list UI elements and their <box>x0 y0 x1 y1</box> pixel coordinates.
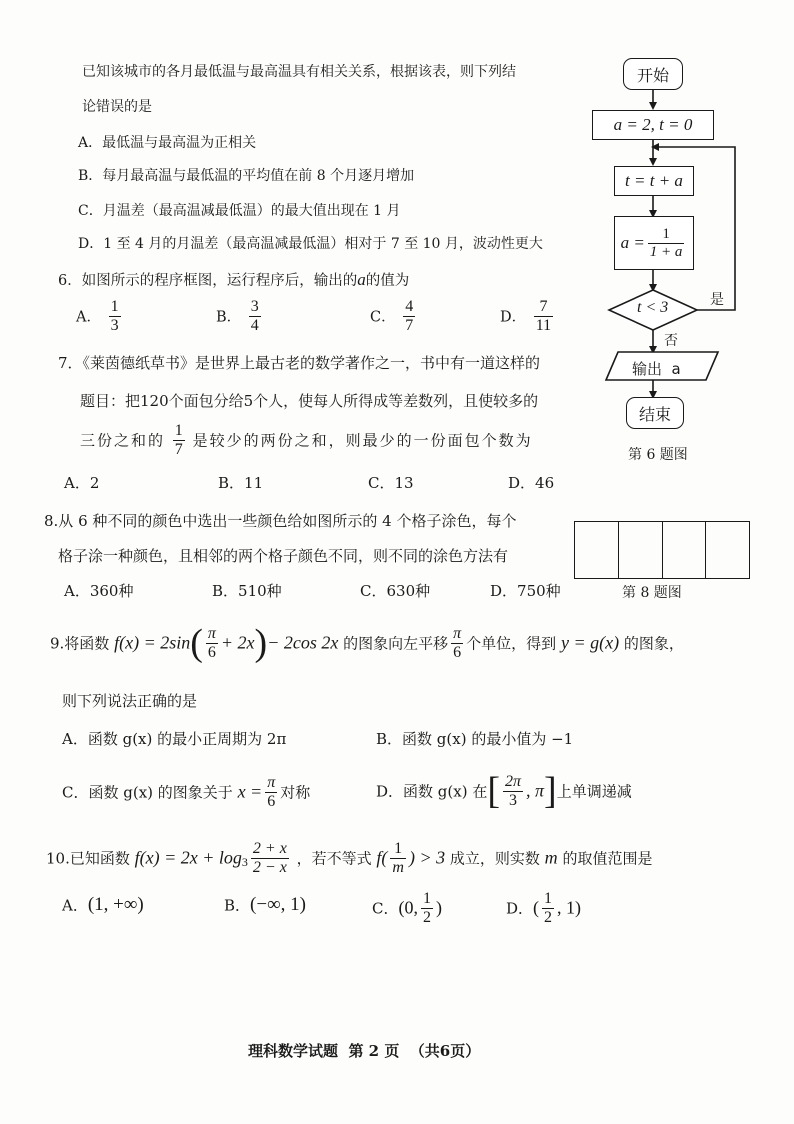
q5-stem-line2: 论错误的是 <box>82 99 152 115</box>
q7-line2: 题目：把120个面包分给5个人，使每人所得成等差数列，且使较多的 <box>80 392 539 410</box>
grid-cell <box>619 522 663 578</box>
right-paren: ) <box>254 622 268 664</box>
fraction: $\frac{2 + x}{2 - x}$ <box>252 840 287 876</box>
q8-figure-caption: 第 8 题图 <box>622 585 682 601</box>
q7-option-b: B．11 <box>218 474 264 492</box>
q9-option-c: C．函数 g(x) 的图象关于 x = $\frac{\pi}{6}$ 对称 <box>62 774 311 810</box>
fraction: $\frac{\pi}{6}$ <box>207 624 216 661</box>
q5-option-b: B．每月最高温与最低温的平均值在前 8 个月逐月增加 <box>78 168 415 184</box>
fraction: $\frac{7}{11}$ <box>535 298 552 334</box>
flowchart-caption: 第 6 题图 <box>628 447 688 463</box>
q5-stem-line1: 已知该城市的各月最低温与最高温具有相关关系，根据该表，则下列结 <box>82 64 516 80</box>
q10-option-b: B．(−∞, 1) <box>224 894 306 915</box>
fraction: $\frac{4}{7}$ <box>405 298 414 334</box>
q8-option-d: D．750种 <box>490 582 561 600</box>
q9-option-d: D．函数 g(x) 在[ $\frac{2\pi}{3}$ , π]上单调递减 <box>376 770 632 812</box>
q6-option-c: C． $\frac{4}{7}$ <box>370 298 414 334</box>
q9-line2: 则下列说法正确的是 <box>62 692 198 710</box>
q6-option-b: B． $\frac{3}{4}$ <box>216 298 259 334</box>
flowchart-step1: t = t + a <box>614 166 694 196</box>
q7-line1: 7．《莱茵德纸草书》是世界上最古老的数学著作之一，书中有一道这样的 <box>58 354 541 372</box>
grid-cell <box>706 522 749 578</box>
fraction: $\frac{\pi}{6}$ <box>267 774 276 810</box>
q6-stem: 6．如图所示的程序框图，运行程序后，输出的a的值为 <box>58 270 410 289</box>
flowchart-no-label: 否 <box>664 333 678 349</box>
q10-option-d: D．( $\frac{1}{2}$ , 1) <box>506 890 582 926</box>
q8-option-c: C．630种 <box>360 582 431 600</box>
page-footer: 理科数学试题 第 2 页 （共6页） <box>248 1042 481 1060</box>
fraction: $\frac{3}{4}$ <box>250 298 259 334</box>
q8-line1: 8.从 6 种不同的颜色中选出一些颜色给如图所示的 4 个格子涂色，每个 <box>44 512 517 530</box>
flowchart-step2: a = $\frac{1}{1 + a}$ <box>614 216 694 270</box>
fraction: $\frac{1}{2}$ <box>544 890 553 926</box>
fraction: $\frac{1}{7}$ <box>174 422 183 458</box>
flowchart-yes-label: 是 <box>710 292 724 308</box>
q9-stem: 9.将函数 f(x) = 2sin( $\frac{\pi}{6}$ + 2x)− 2cos 2x 的图象向左平移 $\frac{\pi}{6}$ 个单位，得到 y = g(x) 的图象， <box>50 622 684 664</box>
flowchart-condition: t < 3 <box>637 299 669 316</box>
q7-option-c: C．13 <box>368 474 414 492</box>
fraction: $\frac{1}{m}$ <box>392 840 404 876</box>
fraction: $\frac{1}{1 + a}$ <box>649 226 683 260</box>
fraction: $\frac{2\pi}{3}$ <box>505 772 522 809</box>
flowchart-start: 开始 <box>623 58 683 90</box>
q5-option-a: A．最低温与最高温为正相关 <box>78 135 257 151</box>
q8-grid-figure <box>574 521 750 579</box>
flowchart-init: a = 2, t = 0 <box>592 110 714 140</box>
q8-line2: 格子涂一种颜色，且相邻的两个格子颜色不同，则不同的涂色方法有 <box>58 547 509 565</box>
grid-cell <box>575 522 619 578</box>
flowchart-end: 结束 <box>626 397 684 429</box>
q10-option-c: C．(0, $\frac{1}{2}$ ) <box>372 890 442 926</box>
grid-cell <box>663 522 707 578</box>
left-paren: ( <box>190 622 203 664</box>
q7-option-a: A．2 <box>64 474 100 492</box>
q5-option-d: D．1 至 4 月的月温差（最高温减最低温）相对于 7 至 10 月，波动性更大 <box>78 236 543 252</box>
fraction: $\frac{\pi}{6}$ <box>453 624 462 661</box>
q9-option-b: B．函数 g(x) 的最小值为 −1 <box>376 730 574 748</box>
q7-option-d: D．46 <box>508 474 555 492</box>
q10-option-a: A．(1, +∞) <box>62 894 144 915</box>
q9-option-a: A．函数 g(x) 的最小正周期为 2π <box>62 730 287 748</box>
fraction: $\frac{1}{3}$ <box>110 298 119 334</box>
q10-stem: 10.已知函数 $f(x) = 2x + \log_3$ $\frac{2 + x}{2 - x}$ ，若不等式 f( $\frac{1}{m}$ ) > 3 成立，则实数 m 的取值范围是 <box>46 840 653 876</box>
fraction: $\frac{1}{2}$ <box>422 890 431 926</box>
right-bracket: ] <box>544 770 557 812</box>
q8-option-b: B．510种 <box>212 582 282 600</box>
q7-line3: 三份之和的 $\frac{1}{7}$ 是较少的两份之和，则最少的一份面包个数为 <box>80 422 533 458</box>
q6-option-d: D． $\frac{7}{11}$ <box>500 298 552 334</box>
left-bracket: [ <box>487 770 500 812</box>
q6-option-a: A． $\frac{1}{3}$ <box>76 298 119 334</box>
q5-option-c: C．月温差（最高温减最低温）的最大值出现在 1 月 <box>78 203 401 219</box>
flowchart-output: 输出 a <box>632 360 681 378</box>
q8-option-a: A．360种 <box>64 582 134 600</box>
